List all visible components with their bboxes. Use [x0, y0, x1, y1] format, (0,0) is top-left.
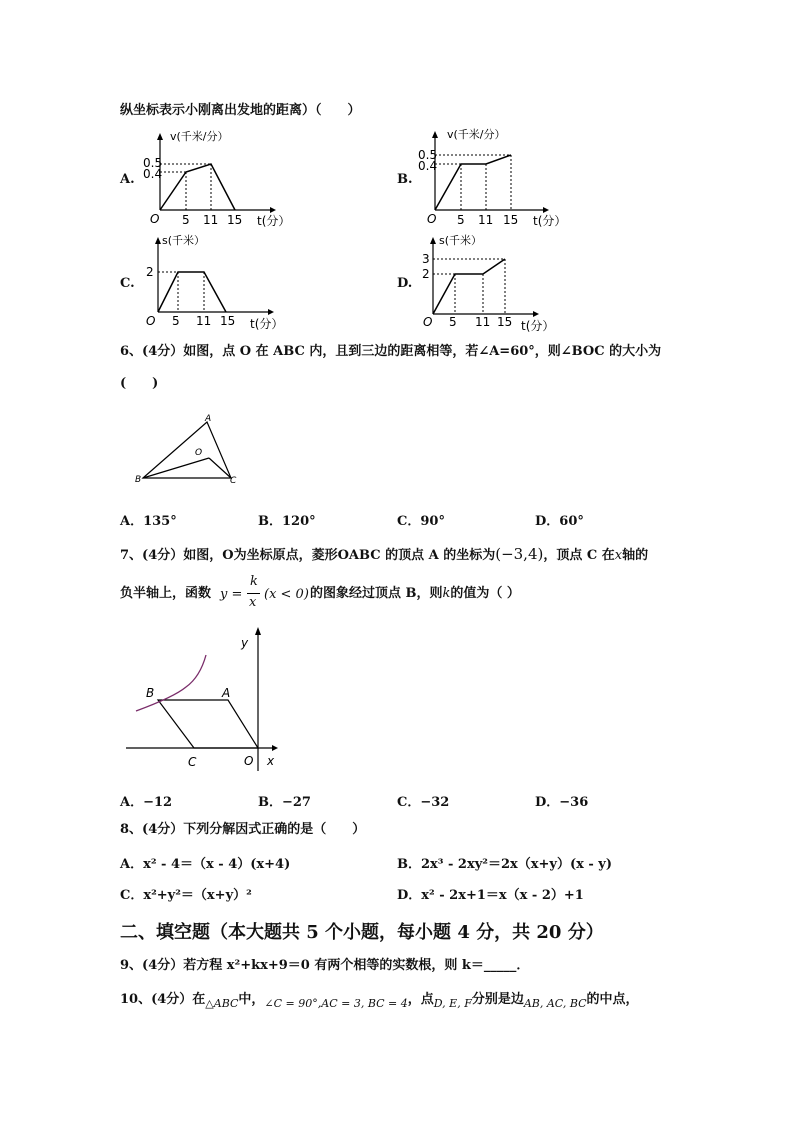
q8-option-c[interactable]: C．x²+y²＝（x+y）² — [120, 888, 252, 903]
q6-label-c: C — [230, 476, 237, 486]
q5a-yaxis: v(千米/分） — [170, 130, 229, 143]
q10-points: D, E, F — [433, 997, 472, 1010]
q10-text-b: 中， — [238, 992, 265, 1007]
q10-text-a: 10、(4分）在 — [120, 992, 206, 1007]
q7-rhombus-figure — [124, 625, 284, 775]
q8-option-b[interactable]: B．2x³ - 2xy²＝2x（x+y）(x - y) — [397, 857, 613, 872]
q5d-tick-y1: 3 — [422, 252, 430, 266]
q5c-origin: O — [146, 314, 156, 328]
q5c-tick-x1: 5 — [172, 314, 180, 328]
q5-option-b-label[interactable]: B. — [397, 172, 413, 187]
q7-label-x: x — [267, 754, 275, 768]
q7-option-b[interactable]: B．−27 — [258, 795, 311, 810]
q5a-tick-x2: 11 — [203, 213, 219, 227]
q6-option-d[interactable]: D．60° — [535, 514, 584, 529]
q6-option-c[interactable]: C．90° — [397, 514, 445, 529]
q5c-tick-x2: 11 — [196, 314, 212, 328]
q5b-tick-y2: 0.4 — [418, 159, 438, 173]
q5a-tick-x3: 15 — [227, 213, 243, 227]
q10-stem — [120, 992, 639, 1008]
q7-option-d[interactable]: D．−36 — [535, 795, 589, 810]
q5c-xaxis: t(分） — [250, 317, 284, 331]
q5a-tick-x1: 5 — [182, 213, 190, 227]
q7-func-k: k — [250, 574, 258, 589]
q5b-tick-x2: 11 — [478, 213, 494, 227]
q5d-origin: O — [423, 315, 433, 329]
q10-condition: ∠C = 90°,AC = 3, BC = 4 — [264, 997, 408, 1010]
q7-text-2b: 的图象经过顶点 B，则 — [310, 586, 443, 601]
q7-coord: (−3,4) — [495, 545, 544, 563]
q7-text-2c: 的值为（ ） — [450, 586, 520, 601]
q5-option-c-label[interactable]: C. — [120, 276, 135, 291]
q7-text-2a: 负半轴上，函数 — [120, 586, 212, 601]
q7-func-x: x — [249, 595, 257, 610]
q5a-tick-y2: 0.4 — [143, 167, 163, 181]
q7-stem-line2 — [120, 586, 211, 602]
q5-stem-tail: 纵坐标表示小刚离出发地的距离）（ ） — [120, 103, 361, 118]
q5d-xaxis: t(分） — [521, 319, 555, 333]
q5b-xaxis: t(分） — [533, 214, 567, 228]
q8-option-d[interactable]: D．x² - 2x+1＝x（x - 2）+1 — [397, 888, 584, 903]
q6-triangle-figure — [135, 412, 245, 487]
q5d-yaxis: s(千米） — [439, 234, 483, 247]
q6-label-b: B — [135, 475, 142, 485]
q5c-yaxis: s(千米） — [162, 234, 206, 247]
q5d-tick-x1: 5 — [449, 315, 457, 329]
q10-triangle: △ABC — [205, 997, 239, 1010]
q7-label-o: O — [244, 754, 254, 768]
q5d-tick-x3: 15 — [497, 315, 513, 329]
q7-label-b: B — [146, 686, 155, 700]
q7-xvar: x — [614, 548, 623, 563]
q7-func-cond: (x < 0) — [264, 587, 309, 602]
q7-text-1c: 轴的 — [622, 548, 649, 563]
q5-graph-d — [413, 232, 583, 332]
q5b-tick-y1: 0.5 — [418, 148, 438, 162]
q7-fraction-bar — [247, 593, 260, 594]
q5b-yaxis: v(千米/分） — [447, 128, 506, 141]
q5b-tick-x1: 5 — [457, 213, 465, 227]
q9-stem: 9、(4分）若方程 x²+kx+9＝0 有两个相等的实数根，则 k＝_____． — [120, 958, 530, 973]
q5c-tick-y1: 2 — [146, 265, 154, 279]
q8-option-a[interactable]: A．x² - 4＝（x - 4）(x+4) — [120, 857, 291, 872]
q6-option-b[interactable]: B．120° — [258, 514, 316, 529]
q7-option-c[interactable]: C．−32 — [397, 795, 450, 810]
q5-option-d-label[interactable]: D. — [397, 276, 413, 291]
q7-label-y: y — [241, 636, 249, 650]
q5a-xaxis: t(分） — [257, 214, 291, 228]
q7-label-c: C — [188, 755, 197, 769]
q6-label-o: O — [195, 448, 203, 458]
q6-label-a: A — [205, 414, 212, 424]
q5d-tick-y2: 2 — [422, 267, 430, 281]
section-2-heading: 二、填空题（本大题共 5 个小题，每小题 4 分，共 20 分） — [120, 922, 604, 943]
q8-stem: 8、(4分）下列分解因式正确的是（ ） — [120, 822, 366, 837]
q7-kvar: k — [442, 586, 451, 601]
q7-text-1b: ，顶点 C 在 — [543, 548, 615, 563]
q7-text-1a: 7、(4分）如图，O为坐标原点，菱形OABC 的顶点 A 的坐标为 — [120, 548, 496, 563]
q6-stem-line1: 6、(4分）如图，点 O 在 ABC 内，且到三边的距离相等，若∠A=60°，则∠BOC 的大小为 — [120, 344, 662, 359]
q7-label-a: A — [222, 686, 231, 700]
q10-text-c: ，点 — [407, 992, 434, 1007]
q5-graph-a — [140, 128, 300, 228]
q7-option-a[interactable]: A．−12 — [120, 795, 173, 810]
q10-text-d: 分别是边 — [471, 992, 524, 1007]
q5-option-a-label[interactable]: A. — [120, 172, 135, 187]
q5-graph-c — [138, 232, 298, 332]
q7-stem-line2b — [310, 586, 520, 602]
q5c-tick-x3: 15 — [220, 314, 236, 328]
q5a-origin: O — [150, 212, 160, 226]
q5-graph-b — [415, 128, 585, 228]
q5b-origin: O — [427, 212, 437, 226]
q7-func-y: y = — [220, 587, 243, 602]
q10-sides: AB, AC, BC — [523, 997, 587, 1010]
q5d-tick-x2: 11 — [475, 315, 491, 329]
q6-option-a[interactable]: A．135° — [120, 514, 177, 529]
q5a-tick-y1: 0.5 — [143, 156, 163, 170]
q5b-tick-x3: 15 — [503, 213, 519, 227]
q6-stem-line2: ( ) — [120, 376, 159, 391]
q10-text-e: 的中点， — [586, 992, 639, 1007]
q7-stem-line1 — [120, 546, 648, 564]
